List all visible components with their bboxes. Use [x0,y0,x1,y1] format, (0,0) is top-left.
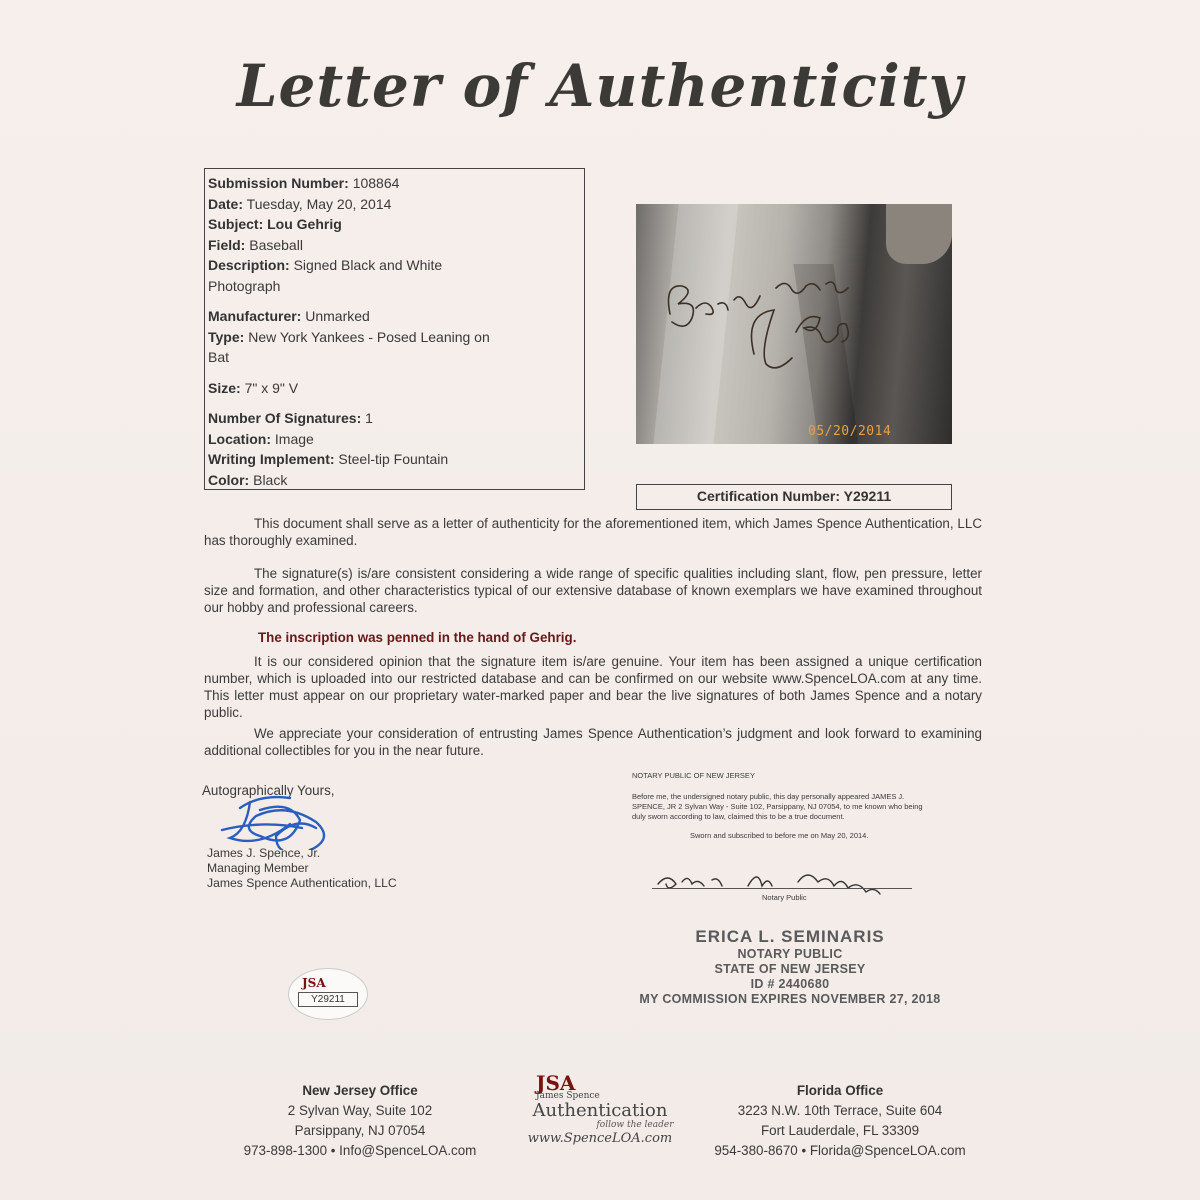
page-title: Letter of Authenticity [236,52,964,120]
logo-jsa: JSA [536,1071,576,1095]
fl-office-title: Florida Office [796,1083,884,1098]
fl-office-address2: Fort Lauderdale, FL 33309 [760,1123,920,1138]
fl-office-contact: 954-380-8670 • Florida@SpenceLOA.com [714,1143,966,1158]
stamp-id: ID # 2440680 [750,977,830,991]
item-details-box [204,168,585,490]
paragraph-appreciation: We appreciate your consideration of entrusting James Spence Authentication’s judgment and look forward to examining additional collectibles for you in the near future. [204,726,982,758]
detail-description: Description: Signed Black and White Photograph [208,257,443,294]
notary-signature-line [652,888,912,889]
stamp-state: STATE OF NEW JERSEY [714,962,866,976]
notary-heading: NOTARY PUBLIC OF NEW JERSEY [632,771,755,780]
photo-date-stamp: 05/20/2014 [808,424,892,439]
detail-color: Color: Black [208,471,288,488]
detail-location: Location: Image [208,430,314,447]
detail-submission-number: Submission Number: 108864 [208,175,400,191]
signatory-block [207,846,397,891]
logo-authentication: Authentication [532,1100,668,1121]
detail-subject: Subject: Lou Gehrig [208,216,342,232]
nj-office-address1: 2 Sylvan Way, Suite 102 [287,1103,433,1118]
photo-autograph [636,204,952,444]
new-jersey-office [230,1081,490,1161]
sticker-logo: JSA [302,976,326,990]
notary-statement: Before me, the undersigned notary public, this day personally appeared JAMES J. SPENCE, JR 2 Sylvan Way - Suite 102, Parsippany, NJ 07054, to me known who being duly sworn according to law, claimed this to be a true document. [632,792,923,821]
closing-salutation: Autographically Yours, [202,783,335,798]
detail-type: Type: New York Yankees - Posed Leaning on Bat [208,328,490,365]
stamp-title: NOTARY PUBLIC [737,947,843,961]
item-photo [636,204,952,444]
logo-tagline: follow the leader [596,1120,674,1130]
jsa-authentication-logo [520,1071,680,1148]
jsa-hologram-sticker [288,968,368,1020]
detail-manufacturer: Manufacturer: Unmarked [208,308,370,324]
detail-size: Size: 7" x 9" V [208,379,299,396]
certification-number-box: Certification Number: Y29211 [636,484,952,510]
paragraph-authenticity: This document shall serve as a letter of authenticity for the aforementioned item, which James Spence Authentication, LLC has thoroughly examined. [204,516,982,548]
nj-office-contact: 973-898-1300 • Info@SpenceLOA.com [243,1143,477,1158]
signatory-company: James Spence Authentication, LLC [207,876,397,890]
logo-company-name: James Spence [536,1091,600,1101]
spence-signature [210,790,350,850]
detail-date: Date: Tuesday, May 20, 2014 [208,195,392,212]
detail-writing-implement: Writing Implement: Steel-tip Fountain [208,451,449,467]
paragraph-signature-analysis: The signature(s) is/are consistent considering a wide range of specific qualities including slant, flow, pen pressure, letter size and formation, and other characteristics typical of our extensive database of known exemplars we have examined throughout our hobby and professional careers. [204,566,982,615]
detail-number-of-signatures: Number Of Signatures: 1 [208,410,373,426]
logo-website-link[interactable]: www.SpenceLOA.com [527,1131,673,1146]
stamp-name: ERICA L. SEMINARIS [695,927,885,946]
signatory-name: James J. Spence, Jr. [207,846,321,860]
signatory-role: Managing Member [207,861,309,875]
nj-office-title: New Jersey Office [302,1083,418,1098]
detail-field: Field: Baseball [208,236,303,253]
notary-signature-label: Notary Public [762,893,807,902]
notary-signature [648,866,908,896]
florida-office [710,1081,970,1161]
notary-sworn-date: Sworn and subscribed to before me on May 20, 2014. [690,831,869,840]
nj-office-address2: Parsippany, NJ 07054 [294,1123,426,1138]
inscription-statement: The inscription was penned in the hand of Gehrig. [258,630,577,645]
fl-office-address1: 3223 N.W. 10th Terrace, Suite 604 [737,1103,943,1118]
paragraph-opinion: It is our considered opinion that the signature item is/are genuine. Your item has been assigned a unique certification number, which is uploaded into our restricted database and can be confirmed on our website www.SpenceLOA.com at any time. This letter must appear on our proprietary water-marked paper and bear the live signatures of both James Spence and a notary public. [204,654,982,720]
sticker-number: Y29211 [298,992,358,1007]
stamp-expires: MY COMMISSION EXPIRES NOVEMBER 27, 2018 [639,992,941,1006]
notary-stamp [630,926,950,1007]
